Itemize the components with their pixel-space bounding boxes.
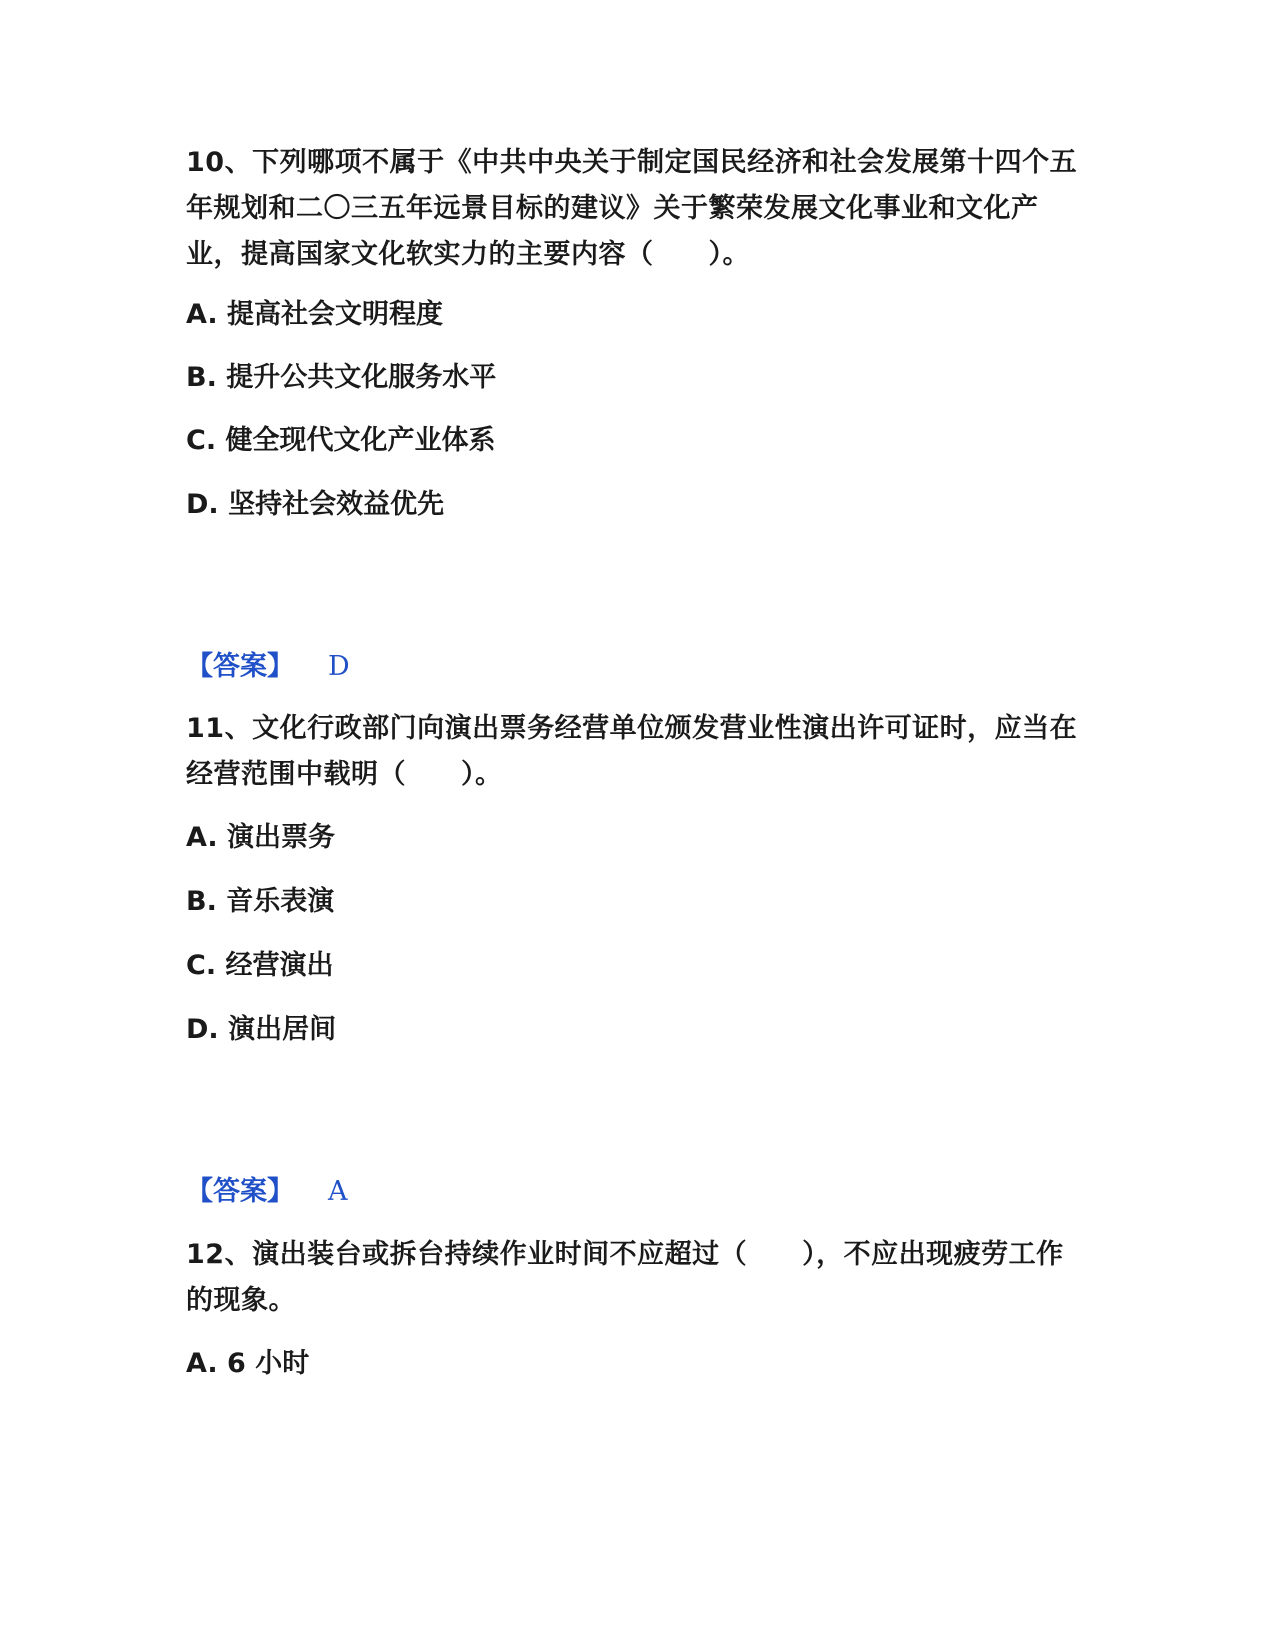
question-11-option-c: C. 经营演出	[186, 950, 334, 981]
question-10-option-d: D. 坚持社会效益优先	[186, 489, 445, 520]
question-12-text: 12、演出装台或拆台持续作业时间不应超过（ ），不应出现疲劳工作的现象。	[186, 1239, 1064, 1316]
answer-label: 【答案】	[186, 651, 294, 682]
question-11-answer	[186, 1174, 348, 1210]
question-11-option-a: A. 演出票务	[186, 822, 336, 853]
answer-value: A	[328, 1176, 348, 1207]
question-10-answer	[186, 649, 350, 685]
question-11-option-d: D. 演出居间	[186, 1014, 337, 1045]
question-10-option-c: C. 健全现代文化产业体系	[186, 425, 496, 456]
question-11-text: 11、文化行政部门向演出票务经营单位颁发营业性演出许可证时，应当在经营范围中载明（ ）。	[186, 713, 1078, 790]
question-11-option-b: B. 音乐表演	[186, 886, 335, 917]
question-10-option-a: A. 提高社会文明程度	[186, 299, 444, 330]
question-10-option-b: B. 提升公共文化服务水平	[186, 362, 497, 393]
answer-label: 【答案】	[186, 1176, 294, 1207]
question-12-option-a: A. 6 小时	[186, 1348, 310, 1379]
question-10-text: 10、下列哪项不属于《中共中央关于制定国民经济和社会发展第十四个五年规划和二〇三五年远景目标的建议》关于繁荣发展文化事业和文化产业，提高国家文化软实力的主要内容（ ）。	[186, 147, 1078, 270]
answer-value: D	[328, 651, 350, 682]
